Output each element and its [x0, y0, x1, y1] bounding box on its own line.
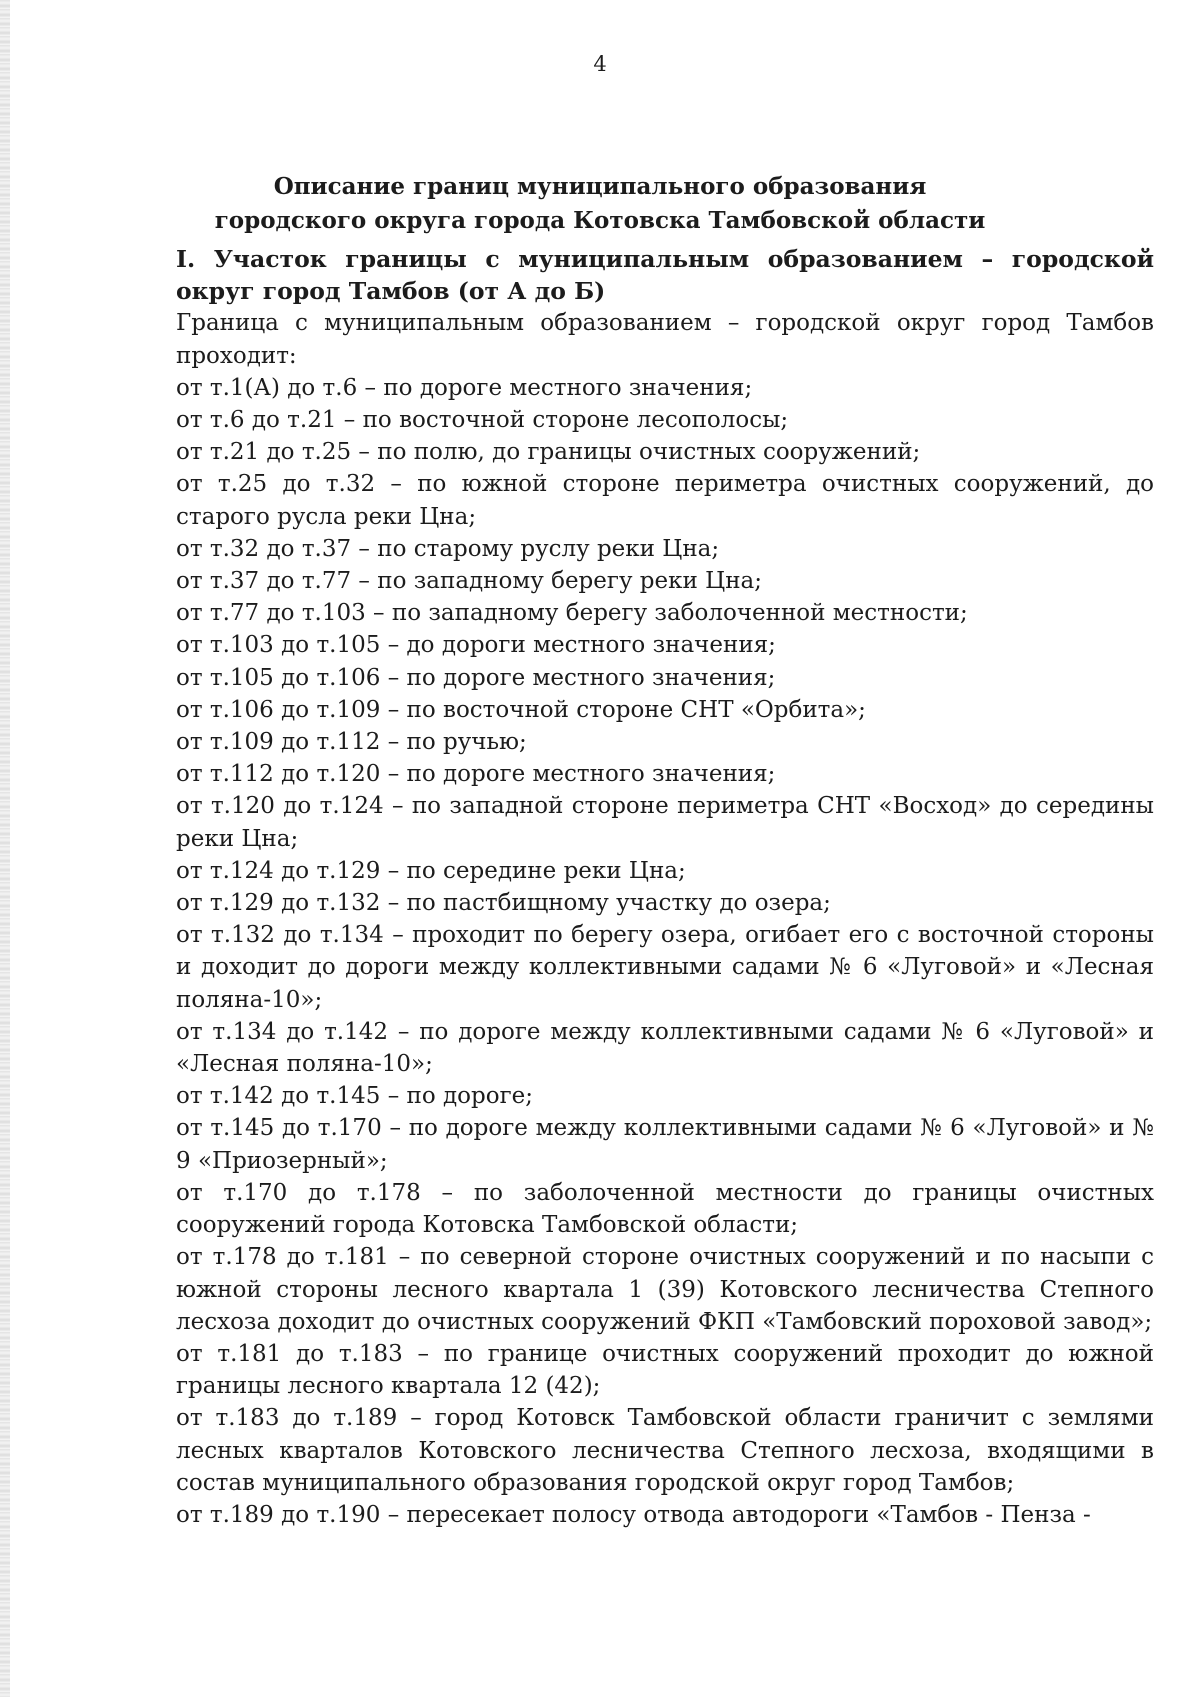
boundary-item: от т.142 до т.145 – по дороге; — [176, 1083, 533, 1110]
page-number: 4 — [593, 52, 607, 76]
boundary-item: от т.77 до т.103 – по западному берегу заболоченной местности; — [176, 600, 968, 627]
title-line-1: Описание границ муниципального образования — [273, 173, 927, 200]
boundary-item: от т.183 до т.189 – город Котовск Тамбовской области граничит с землями лесных кварталов Котовского лесничества Степного лесхоза, входящими в состав муниципального образования городской округ город Тамбов; — [176, 1405, 1154, 1496]
boundary-item: от т.120 до т.124 – по западной стороне периметра СНТ «Восход» до середины реки Цна; — [176, 793, 1154, 852]
boundary-item: от т.37 до т.77 – по западному берегу реки Цна; — [176, 568, 762, 595]
boundary-item: от т.32 до т.37 – по старому руслу реки Цна; — [176, 535, 720, 562]
scan-edge — [0, 0, 10, 1697]
title-line-2: городского округа города Котовска Тамбовской области — [214, 207, 986, 234]
boundary-item: от т.181 до т.183 – по границе очистных сооружений проходит до южной границы лесного квартала 12 (42); — [176, 1340, 1154, 1400]
boundary-item: от т.103 до т.105 – до дороги местного значения; — [176, 632, 776, 659]
boundary-item: от т.132 до т.134 – проходит по берегу озера, огибает его с восточной стороны и доходит до дороги между коллективными садами № 6 «Луговой» и «Лесная поляна-10»; — [176, 922, 1154, 1013]
boundary-item: от т.145 до т.170 – по дороге между коллективными садами № 6 «Луговой» и № 9 «Приозерный»; — [176, 1115, 1154, 1174]
section-intro: Граница с муниципальным образованием – городской округ город Тамбов проходит: — [176, 310, 1154, 369]
boundary-item: от т.1(А) до т.6 – по дороге местного значения; — [176, 374, 753, 401]
boundary-item: от т.112 до т.120 – по дороге местного значения; — [176, 761, 776, 788]
boundary-item: от т.25 до т.32 – по южной стороне периметра очистных сооружений, до старого русла реки Цна; — [176, 471, 1154, 530]
boundary-item: от т.6 до т.21 – по восточной стороне лесополосы; — [176, 407, 789, 434]
boundary-item: от т.134 до т.142 – по дороге между коллективными садами № 6 «Луговой» и «Лесная поляна-10»; — [176, 1018, 1154, 1078]
boundary-item: от т.124 до т.129 – по середине реки Цна; — [176, 857, 686, 884]
section-heading: I. Участок границы с муниципальным образованием – городской округ город Тамбов (от А до Б) — [176, 245, 1154, 306]
document-title — [0, 170, 1200, 238]
boundary-item: от т.105 до т.106 – по дороге местного значения; — [176, 664, 776, 691]
boundary-item: от т.189 до т.190 – пересекает полосу отвода автодороги «Тамбов - Пенза - — [176, 1501, 1091, 1528]
boundary-item: от т.129 до т.132 – по пастбищному участку до озера; — [176, 890, 831, 917]
boundary-item: от т.106 до т.109 – по восточной стороне СНТ «Орбита»; — [176, 696, 866, 723]
boundary-item: от т.178 до т.181 – по северной стороне очистных сооружений и по насыпи с южной стороны лесного квартала 1 (39) Котовского лесничества Степного лесхоза доходит до очистных сооружений ФКП «Тамбовский пороховой завод»; — [176, 1244, 1154, 1335]
boundary-item: от т.109 до т.112 – по ручью; — [176, 729, 527, 756]
document-body — [176, 243, 1154, 1531]
boundary-item: от т.21 до т.25 – по полю, до границы очистных сооружений; — [176, 439, 921, 466]
boundary-item: от т.170 до т.178 – по заболоченной местности до границы очистных сооружений города Котовска Тамбовской области; — [176, 1179, 1154, 1239]
